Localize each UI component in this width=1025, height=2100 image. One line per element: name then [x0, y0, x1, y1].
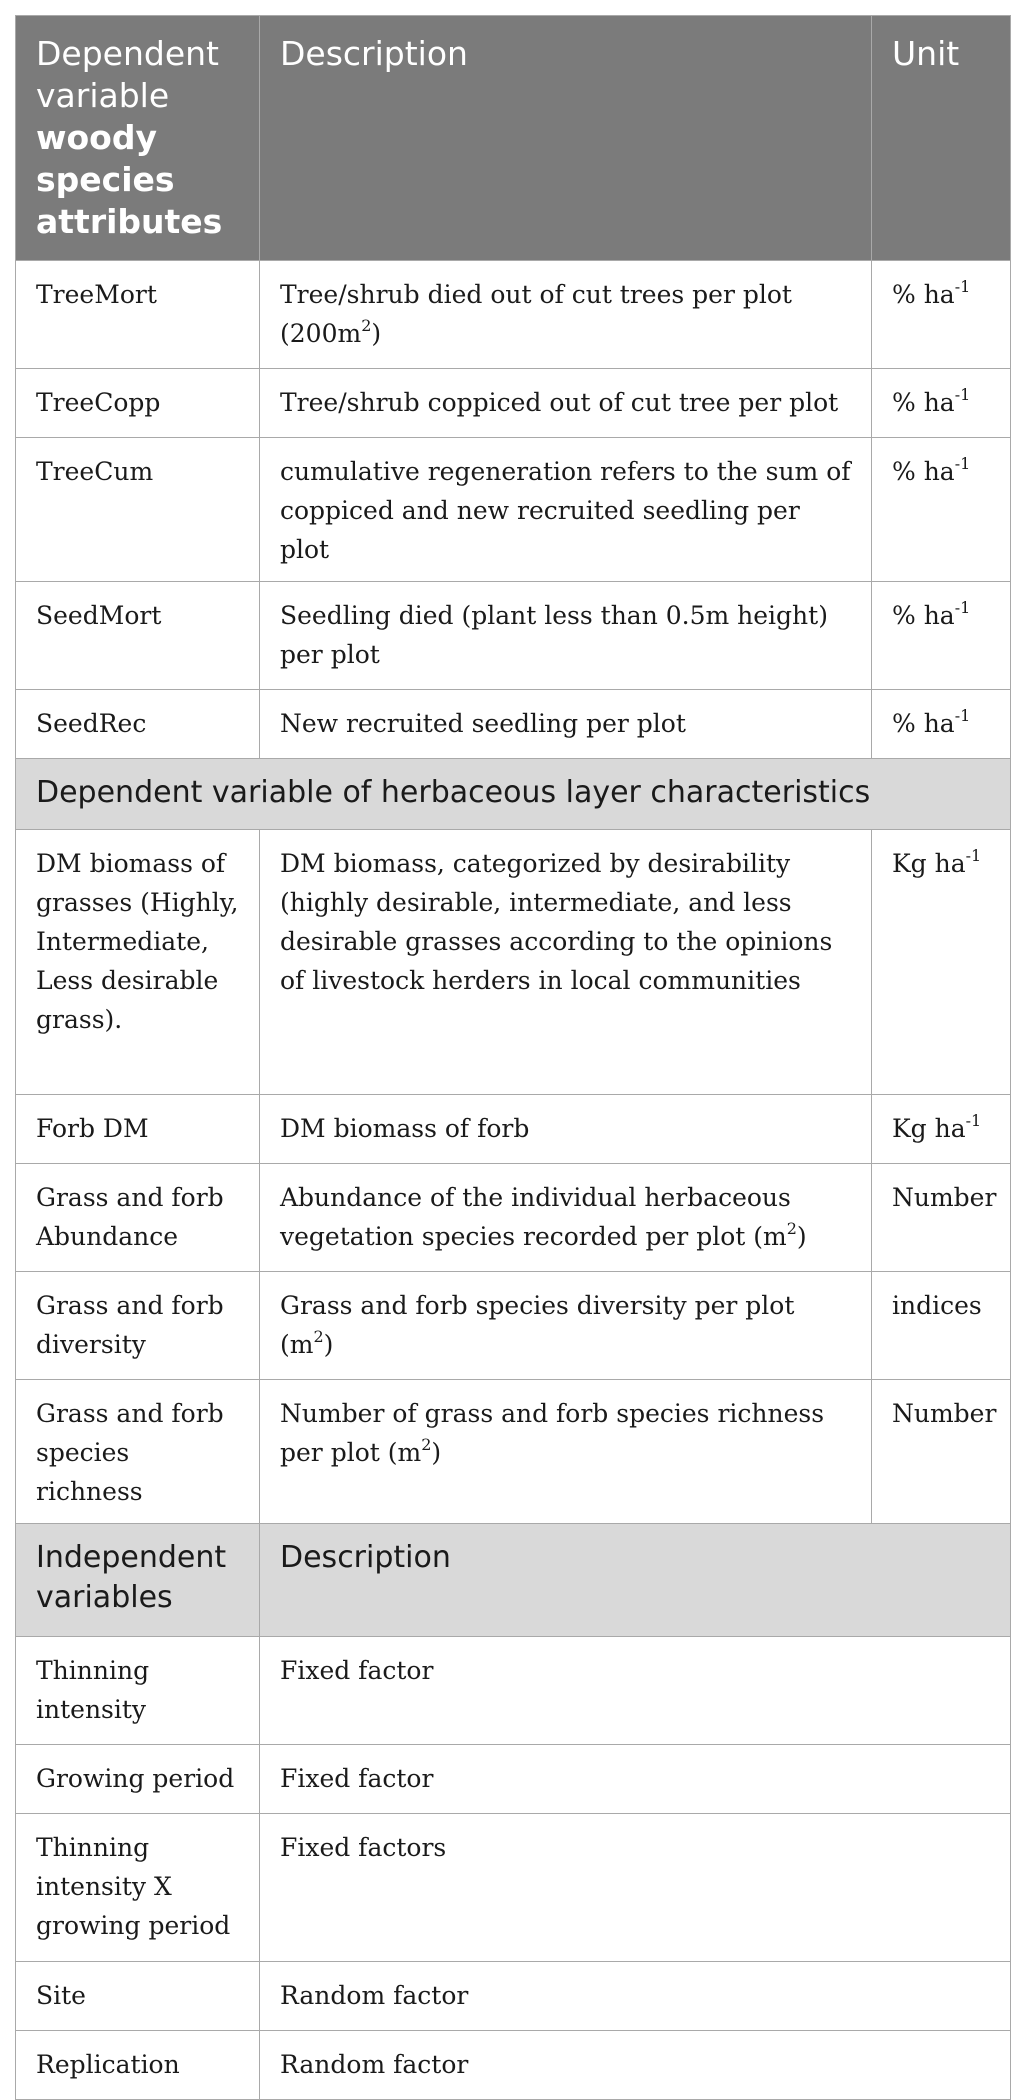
- variable-cell: Grass and forb species richness: [16, 1380, 260, 1524]
- variable-cell: Grass and forb Abundance: [16, 1164, 260, 1272]
- description-text: Grass and forb species diversity per plot (m: [280, 1291, 795, 1359]
- variable-cell: TreeMort: [16, 261, 260, 369]
- table-row: [16, 1164, 1011, 1272]
- table-row: [16, 369, 1011, 438]
- table-row: [16, 1814, 1011, 1962]
- description-cell: [260, 1380, 872, 1524]
- description-cell: Random factor: [260, 2031, 1011, 2100]
- unit-text: % ha: [892, 280, 955, 309]
- superscript: 2: [361, 315, 372, 335]
- description-cell: [260, 1164, 872, 1272]
- table-row: [16, 1272, 1011, 1380]
- variable-cell: Thinning intensity X growing period: [16, 1814, 260, 1962]
- description-cell: Fixed factors: [260, 1814, 1011, 1962]
- description-text: Tree/shrub died out of cut trees per plot (200m: [280, 280, 792, 348]
- unit-text: Kg ha: [892, 849, 966, 878]
- unit-cell: [872, 690, 1011, 759]
- unit-superscript: -1: [965, 1110, 982, 1130]
- independent-variables-header: Independent variables: [16, 1524, 260, 1637]
- variable-cell: Grass and forb diversity: [16, 1272, 260, 1380]
- independent-description-header: Description: [260, 1524, 1011, 1637]
- unit-cell: indices: [872, 1272, 1011, 1380]
- description-cell: Fixed factor: [260, 1637, 1011, 1745]
- description-cell: DM biomass of forb: [260, 1095, 872, 1164]
- table-row: [16, 830, 1011, 1095]
- description-cell: Seedling died (plant less than 0.5m height) per plot: [260, 582, 872, 690]
- description-cell: Tree/shrub coppiced out of cut tree per plot: [260, 369, 872, 438]
- unit-text: % ha: [892, 457, 955, 486]
- variable-cell: Site: [16, 1962, 260, 2031]
- unit-superscript: -1: [954, 453, 971, 473]
- description-cell: [260, 261, 872, 369]
- variable-cell: TreeCum: [16, 438, 260, 582]
- header-variable-text: variable: [36, 76, 170, 115]
- unit-superscript: -1: [954, 597, 971, 617]
- description-text-end: ): [431, 1438, 442, 1467]
- description-cell: Fixed factor: [260, 1745, 1011, 1814]
- table-row: [16, 1637, 1011, 1745]
- table-row: [16, 438, 1011, 582]
- description-cell: [260, 1272, 872, 1380]
- variable-cell: Growing period: [16, 1745, 260, 1814]
- unit-superscript: -1: [965, 845, 982, 865]
- unit-superscript: -1: [954, 384, 971, 404]
- variable-cell: SeedMort: [16, 582, 260, 690]
- description-text: Abundance of the individual herbaceous vegetation species recorded per plot (m: [280, 1183, 791, 1251]
- header-unit: Unit: [872, 16, 1011, 261]
- unit-text: Kg ha: [892, 1114, 966, 1143]
- variable-cell: Forb DM: [16, 1095, 260, 1164]
- unit-cell: [872, 1095, 1011, 1164]
- table-row: [16, 1380, 1011, 1524]
- description-cell: New recruited seedling per plot: [260, 690, 872, 759]
- section-header-row: [16, 1524, 1011, 1637]
- section-header-row: [16, 759, 1011, 830]
- header-woody-species-attributes: woody species attributes: [36, 118, 223, 241]
- unit-text: % ha: [892, 601, 955, 630]
- header-description: Description: [260, 16, 872, 261]
- superscript: 2: [313, 1326, 324, 1346]
- table-row: [16, 1745, 1011, 1814]
- unit-cell: [872, 830, 1011, 1095]
- table-row: [16, 582, 1011, 690]
- table-row: [16, 2031, 1011, 2100]
- unit-superscript: -1: [954, 276, 971, 296]
- herbaceous-section-title: Dependent variable of herbaceous layer characteristics: [16, 759, 1011, 830]
- description-cell: cumulative regeneration refers to the sum of coppiced and new recruited seedling per plot: [260, 438, 872, 582]
- unit-cell: [872, 261, 1011, 369]
- table-header-row: [16, 16, 1011, 261]
- header-dependent-text: Dependent: [36, 34, 219, 73]
- description-text-end: ): [323, 1330, 334, 1359]
- unit-superscript: -1: [954, 705, 971, 725]
- table-row: [16, 1962, 1011, 2031]
- header-dependent-variable: [16, 16, 260, 261]
- unit-cell: [872, 438, 1011, 582]
- variable-cell: TreeCopp: [16, 369, 260, 438]
- variable-cell: SeedRec: [16, 690, 260, 759]
- variable-cell: Replication: [16, 2031, 260, 2100]
- description-cell: DM biomass, categorized by desirability (highly desirable, intermediate, and less desirable grasses according to the opinions of livestock herders in local communities: [260, 830, 872, 1095]
- superscript: 2: [421, 1434, 432, 1454]
- variable-cell: Thinning intensity: [16, 1637, 260, 1745]
- table-row: [16, 261, 1011, 369]
- superscript: 2: [786, 1218, 797, 1238]
- table-row: [16, 1095, 1011, 1164]
- unit-text: % ha: [892, 388, 955, 417]
- variables-table: [15, 15, 1011, 2100]
- description-text-end: ): [796, 1222, 807, 1251]
- description-cell: Random factor: [260, 1962, 1011, 2031]
- table-row: [16, 690, 1011, 759]
- unit-cell: Number: [872, 1164, 1011, 1272]
- unit-cell: [872, 369, 1011, 438]
- description-text-end: ): [371, 319, 382, 348]
- variable-cell: DM biomass of grasses (Highly, Intermediate, Less desirable grass).: [16, 830, 260, 1095]
- unit-text: % ha: [892, 709, 955, 738]
- unit-cell: Number: [872, 1380, 1011, 1524]
- unit-cell: [872, 582, 1011, 690]
- description-text: Number of grass and forb species richness per plot (m: [280, 1399, 825, 1467]
